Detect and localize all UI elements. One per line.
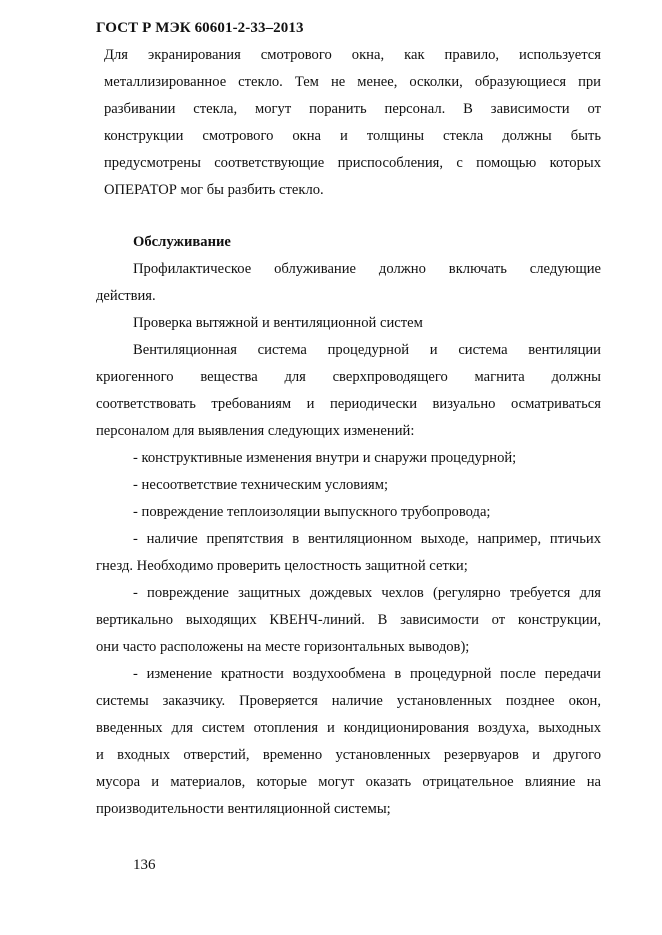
text-line: ОПЕРАТОР мог бы разбить стекло. (104, 182, 324, 198)
text-line: предусмотрены соответствующие приспособления, с помощью которых (104, 155, 601, 171)
list-item: - повреждение теплоизоляции выпускного трубопровода; (133, 504, 491, 520)
text-line: персоналом для выявления следующих изменений: (96, 423, 415, 439)
paragraph-check: Проверка вытяжной и вентиляционной систем (133, 315, 423, 331)
text-line: - наличие препятствия в вентиляционном выходе, например, птичьих (133, 531, 601, 547)
text-line: криогенного вещества для сверхпроводящего магнита должны (96, 369, 601, 385)
list-item: - несоответствие техническим условиям; (133, 477, 389, 493)
text-line: Для экранирования смотрового окна, как правило, используется (104, 47, 601, 63)
paragraph-ventilation (96, 337, 601, 445)
text-line: они часто расположены на месте горизонтальных выводов); (96, 639, 470, 655)
list-item: - конструктивные изменения внутри и снаружи процедурной; (133, 450, 517, 466)
text-line: Вентиляционная система процедурной и система вентиляции (133, 342, 601, 358)
text-line: действия. (96, 288, 156, 304)
list-item (96, 580, 601, 661)
paragraph-maintenance (96, 256, 601, 310)
text-line: гнезд. Необходимо проверить целостность защитной сетки; (96, 558, 468, 574)
text-line: производительности вентиляционной системы; (96, 801, 391, 817)
text-line: - повреждение защитных дождевых чехлов (регулярно требуется для (133, 585, 601, 601)
text-line: конструкции смотрового окна и толщины стекла должны быть (104, 128, 601, 144)
section-heading: Обслуживание (133, 234, 231, 250)
text-line: вертикально выходящих КВЕНЧ-линий. В зависимости от конструкции, (96, 612, 601, 628)
list-item (96, 661, 601, 823)
text-line: - изменение кратности воздухообмена в процедурной после передачи (133, 666, 601, 682)
list-item (96, 526, 601, 580)
page-number: 136 (133, 857, 156, 873)
text-line: системы заказчику. Проверяется наличие установленных позднее окон, (96, 693, 601, 709)
intro-paragraph (96, 42, 601, 204)
text-line: введенных для систем отопления и кондиционирования воздуха, выходных (96, 720, 601, 736)
document-header: ГОСТ Р МЭК 60601-2-33–2013 (96, 20, 304, 36)
text-line: и входных отверстий, временно установленных резервуаров и другого (96, 747, 601, 763)
text-line: разбивании стекла, могут поранить персонал. В зависимости от (104, 101, 601, 117)
text-line: Профилактическое облуживание должно включать следующие (133, 261, 601, 277)
text-line: мусора и материалов, которые могут оказать отрицательное влияние на (96, 774, 601, 790)
text-line: соответствовать требованиям и периодически визуально осматриваться (96, 396, 601, 412)
text-line: металлизированное стекло. Тем не менее, осколки, образующиеся при (104, 74, 601, 90)
